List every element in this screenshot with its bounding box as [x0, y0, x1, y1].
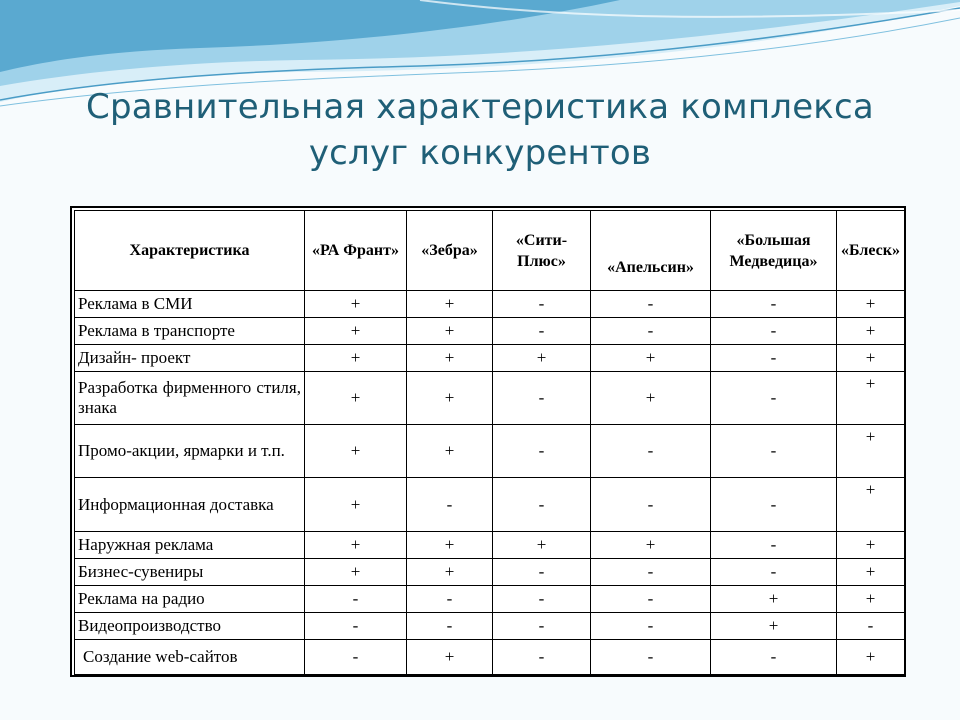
table-cell: -: [591, 291, 711, 318]
header-bolshaya-medveditsa: «Большая Медведица»: [711, 211, 837, 291]
table-cell: +: [407, 345, 493, 372]
table-cell: -: [837, 612, 905, 639]
table-cell: -: [493, 291, 591, 318]
header-blesk: «Блеск»: [837, 211, 905, 291]
table-cell: -: [305, 585, 407, 612]
slide-title: [0, 84, 960, 176]
table-cell: -: [493, 478, 591, 531]
table-cell: -: [591, 425, 711, 478]
table-cell: -: [711, 531, 837, 558]
table-row: [75, 531, 905, 558]
table-header-row: [75, 211, 905, 291]
table-cell: +: [407, 531, 493, 558]
table-cell: +: [837, 639, 905, 674]
table-row: [75, 585, 905, 612]
table-cell: +: [407, 639, 493, 674]
table-cell: +: [305, 425, 407, 478]
slide-title-line-1: Сравнительная характеристика комплекса: [86, 87, 874, 127]
table-cell: +: [837, 291, 905, 318]
table-cell: +: [305, 345, 407, 372]
table-cell: +: [493, 531, 591, 558]
table-cell: -: [493, 425, 591, 478]
table-cell: -: [305, 612, 407, 639]
table-cell: +: [407, 425, 493, 478]
table-cell: -: [711, 425, 837, 478]
table-row: [75, 318, 905, 345]
table-cell: +: [837, 318, 905, 345]
table-cell: +: [837, 345, 905, 372]
table-cell: -: [493, 612, 591, 639]
table-cell: -: [711, 345, 837, 372]
table-cell: +: [837, 478, 905, 531]
table-cell: -: [711, 372, 837, 425]
table-cell: -: [493, 318, 591, 345]
header-apelsin: «Апельсин»: [591, 211, 711, 291]
header-characteristic: Характеристика: [75, 211, 305, 291]
comparison-table: [74, 210, 905, 675]
header-ra-frant: «РА Франт»: [305, 211, 407, 291]
row-label: Дизайн- проект: [75, 345, 305, 372]
table-cell: -: [591, 612, 711, 639]
header-siti-plus: «Сити-Плюс»: [493, 211, 591, 291]
row-label: Реклама в транспорте: [75, 318, 305, 345]
header-zebra: «Зебра»: [407, 211, 493, 291]
table-cell: -: [493, 585, 591, 612]
table-cell: +: [591, 345, 711, 372]
table-row: [75, 478, 905, 531]
table-cell: +: [837, 531, 905, 558]
row-label: Создание web-сайтов: [75, 639, 305, 674]
row-label: Реклама на радио: [75, 585, 305, 612]
slide-title-line-2: услуг конкурентов: [308, 133, 652, 173]
table-cell: -: [591, 558, 711, 585]
row-label: Бизнес-сувениры: [75, 558, 305, 585]
table-cell: -: [591, 639, 711, 674]
table-cell: -: [305, 639, 407, 674]
row-label: Разработка фирменного стиля, знака: [75, 372, 305, 425]
table-cell: -: [493, 558, 591, 585]
row-label: Промо-акции, ярмарки и т.п.: [75, 425, 305, 478]
table-row: [75, 345, 905, 372]
table-cell: +: [305, 372, 407, 425]
comparison-table-frame: [70, 206, 906, 677]
table-row: [75, 425, 905, 478]
table-cell: -: [711, 558, 837, 585]
table-cell: +: [711, 612, 837, 639]
table-cell: +: [407, 558, 493, 585]
table-cell: +: [591, 531, 711, 558]
table-row: [75, 558, 905, 585]
table-cell: -: [407, 585, 493, 612]
table-cell: -: [591, 318, 711, 345]
table-cell: +: [493, 345, 591, 372]
table-cell: +: [591, 372, 711, 425]
table-cell: -: [407, 612, 493, 639]
table-cell: +: [407, 291, 493, 318]
table-cell: -: [591, 585, 711, 612]
table-cell: -: [407, 478, 493, 531]
row-label: Информационная доставка: [75, 478, 305, 531]
row-label: Видеопроизводство: [75, 612, 305, 639]
table-cell: +: [837, 558, 905, 585]
table-cell: +: [305, 318, 407, 345]
table-cell: -: [711, 318, 837, 345]
table-cell: +: [711, 585, 837, 612]
table-cell: -: [591, 478, 711, 531]
table-row: [75, 291, 905, 318]
table-row: [75, 372, 905, 425]
table-cell: -: [711, 478, 837, 531]
table-cell: -: [493, 639, 591, 674]
table-cell: +: [305, 531, 407, 558]
table-cell: -: [711, 639, 837, 674]
row-label: Реклама в СМИ: [75, 291, 305, 318]
table-cell: +: [837, 425, 905, 478]
table-cell: +: [407, 318, 493, 345]
table-cell: +: [305, 478, 407, 531]
table-row: [75, 639, 905, 674]
row-label: Наружная реклама: [75, 531, 305, 558]
table-cell: +: [305, 291, 407, 318]
table-cell: +: [837, 585, 905, 612]
table-row: [75, 612, 905, 639]
table-cell: -: [711, 291, 837, 318]
table-cell: -: [493, 372, 591, 425]
table-cell: +: [305, 558, 407, 585]
table-cell: +: [837, 372, 905, 425]
table-cell: +: [407, 372, 493, 425]
